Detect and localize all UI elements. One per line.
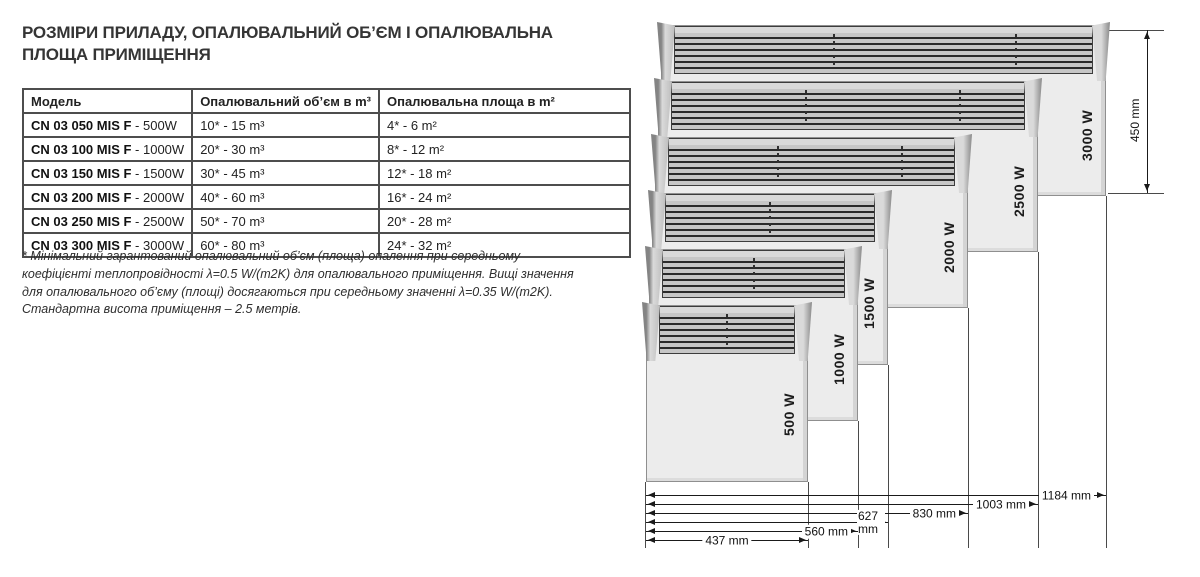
volume-cell: 40* - 60 m³ [192, 185, 379, 209]
model-name: CN 03 200 MIS F [31, 189, 132, 205]
model-name: CN 03 050 MIS F [31, 117, 132, 133]
model-power-suffix: - 3000W [131, 237, 185, 253]
column-header-model: Модель [23, 89, 192, 113]
power-label: 3000 W [1079, 109, 1095, 161]
heater-grille [665, 194, 875, 242]
heater-endcap-left-icon [657, 22, 675, 81]
dim-label-1003: 1003 mm [973, 498, 1029, 512]
heater-500w [646, 305, 808, 482]
column-header-area: Опалювальна площа в m² [379, 89, 630, 113]
dim-label-1184: 1184 mm [1039, 489, 1094, 503]
model-name: CN 03 150 MIS F [31, 165, 132, 181]
heater-endcap-left-icon [645, 246, 663, 305]
dim-line-1003 [646, 497, 1038, 512]
area-cell: 24* - 32 m² [379, 233, 630, 257]
area-cell: 20* - 28 m² [379, 209, 630, 233]
area-cell: 4* - 6 m² [379, 113, 630, 137]
height-dim-line [1147, 30, 1148, 193]
power-label: 500 W [781, 393, 797, 437]
column-header-volume: Опалювальний об’єм в m³ [192, 89, 379, 113]
volume-cell: 50* - 70 m³ [192, 209, 379, 233]
area-cell: 12* - 18 m² [379, 161, 630, 185]
power-label: 1000 W [831, 333, 847, 385]
heater-endcap-left-icon [642, 302, 660, 361]
volume-cell: 20* - 30 m³ [192, 137, 379, 161]
model-power-suffix: - 2000W [131, 189, 185, 205]
height-dim-label: 450 mm [1126, 72, 1144, 168]
height-extension-top [1108, 30, 1164, 31]
heater-grille [659, 306, 795, 354]
dim-line-437 [646, 533, 808, 548]
height-extension-bottom [1108, 193, 1164, 194]
footnote: * Мінімальний гарантований опалювальний об’єм (площа) опалення при середньому коефіцієнті теплопровідності λ=0.5 W/(m2K) для опалювального приміщення. Вищі значення для опалювального об’єму (площі) досягаються при середньому значенні λ=0.35 W/(m2K). Стандартна висота приміщення – 2.5 метрів. [22, 249, 574, 317]
dim-label-627: 627 mm [857, 510, 885, 535]
volume-cell: 10* - 15 m³ [192, 113, 379, 137]
area-cell: 16* - 24 m² [379, 185, 630, 209]
dim-line-560 [646, 524, 858, 539]
dim-line-830 [646, 506, 968, 521]
heater-endcap-left-icon [651, 134, 669, 193]
volume-cell: 60* - 80 m³ [192, 233, 379, 257]
dim-label-830: 830 mm [910, 507, 959, 521]
heater-grille [671, 82, 1025, 130]
heater-grille [674, 26, 1093, 74]
page-title: РОЗМІРИ ПРИЛАДУ, ОПАЛЮВАЛЬНИЙ ОБ’ЄМ І ОПАЛЮВАЛЬНА ПЛОЩА ПРИМІЩЕННЯ [22, 23, 553, 65]
heater-endcap-left-icon [648, 190, 666, 249]
power-label: 2000 W [941, 221, 957, 273]
model-power-suffix: - 2500W [131, 213, 185, 229]
power-label: 2500 W [1011, 165, 1027, 217]
area-cell: 8* - 12 m² [379, 137, 630, 161]
volume-cell: 30* - 45 m³ [192, 161, 379, 185]
dim-label-437: 437 mm [702, 534, 751, 548]
heater-grille [668, 138, 955, 186]
heater-endcap-right-icon [1092, 22, 1110, 81]
model-power-suffix: - 500W [131, 117, 177, 133]
model-name: CN 03 250 MIS F [31, 213, 132, 229]
model-power-suffix: - 1500W [131, 165, 185, 181]
dim-label-560: 560 mm [802, 525, 851, 539]
model-name: CN 03 300 MIS F [31, 237, 132, 253]
dim-line-1184 [646, 488, 1106, 503]
heater-grille [662, 250, 845, 298]
heater-endcap-left-icon [654, 78, 672, 137]
model-power-suffix: - 1000W [131, 141, 185, 157]
model-name: CN 03 100 MIS F [31, 141, 132, 157]
power-label: 1500 W [861, 277, 877, 329]
